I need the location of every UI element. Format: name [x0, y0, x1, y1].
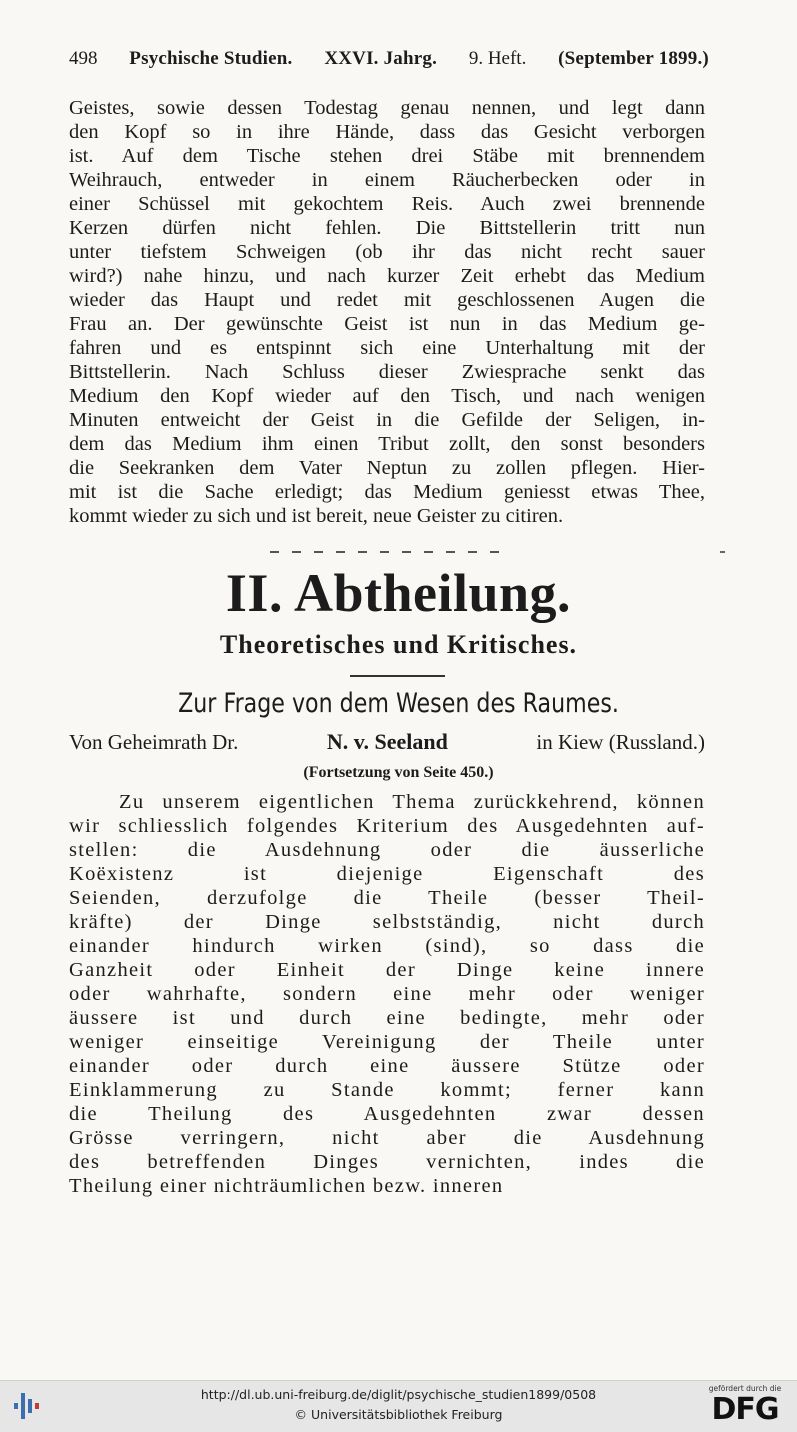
title-rule: [350, 675, 445, 677]
issue-date: (September 1899.): [558, 48, 709, 69]
text-line: mit ist die Sache erledigt; das Medium geniesst etwas Thee,: [69, 481, 705, 503]
text-line: Weihrauch, entweder in einem Räucherbecken oder in: [69, 169, 705, 191]
text-line: wieder das Haupt und redet mit geschlossenen Augen die: [69, 289, 705, 311]
byline-prefix: Von Geheimrath Dr.: [69, 730, 239, 754]
text-line: Zu unserem eigentlichen Thema zurückkehrend, können: [119, 791, 705, 813]
text-line: Einklammerung zu Stande kommt; ferner kann: [69, 1079, 705, 1101]
text-line: die Theilung des Ausgedehnten zwar dessen: [69, 1103, 705, 1125]
author-name: N. v. Seeland: [326, 729, 448, 754]
text-line: wird?) nahe hinzu, und nach kurzer Zeit erhebt das Medium: [69, 265, 705, 287]
text-line: Medium den Kopf wieder auf den Tisch, und nach wenigen: [69, 385, 705, 407]
text-line: dem das Medium ihm einen Tribut zollt, den sonst besonders: [69, 433, 705, 455]
issue: 9. Heft.: [468, 48, 527, 69]
text-line: unter tiefstem Schweigen (ob ihr das nicht recht sauer: [69, 241, 705, 263]
text-line: ist. Auf dem Tische stehen drei Stäbe mit brennendem: [69, 145, 705, 167]
article-title: Zur Frage von dem Wesen des Raumes.: [178, 688, 619, 719]
text-line: stellen: die Ausdehnung oder die äusserliche: [69, 839, 705, 861]
text-line: Koëxistenz ist diejenige Eigenschaft des: [69, 863, 705, 885]
dfg-wordmark: DFG: [711, 1392, 779, 1427]
copyright-notice: © Universitätsbibliothek Freiburg: [294, 1407, 503, 1422]
continuation-note: (Fortsetzung von Seite 450.): [303, 764, 494, 781]
text-line: Theilung einer nichträumlichen bezw. inneren: [69, 1175, 504, 1197]
paragraph-previous-article: [69, 96, 705, 528]
section-divider: [270, 551, 500, 553]
text-line: oder wahrhafte, sondern eine mehr oder weniger: [69, 983, 705, 1005]
text-line: kräfte) der Dinge selbstständig, nicht durch: [69, 911, 705, 933]
paragraph-article-body: [69, 790, 705, 1198]
byline: [69, 729, 705, 755]
dfg-logo[interactable]: [700, 1384, 790, 1429]
text-line: wir schliesslich folgendes Kriterium des Ausgedehnten auf-: [69, 815, 705, 837]
text-line: Minuten entweicht der Geist in die Gefilde der Seligen, in-: [69, 409, 705, 431]
running-head: [69, 48, 709, 70]
text-line: Ganzheit oder Einheit der Dinge keine innere: [69, 959, 705, 981]
permalink-url[interactable]: http://dl.ub.uni-freiburg.de/diglit/psychische_studien1899/0508: [200, 1387, 597, 1402]
divider-mark: [720, 551, 725, 553]
text-line: Grösse verringern, nicht aber die Ausdehnung: [69, 1127, 705, 1149]
text-line: die Seekranken dem Vater Neptun zu zollen pflegen. Hier-: [69, 457, 705, 479]
text-line: den Kopf so in ihre Hände, dass das Gesicht verborgen: [69, 121, 705, 143]
text-line: fahren und es entspinnt sich eine Unterhaltung mit der: [69, 337, 705, 359]
text-line: kommt wieder zu sich und ist bereit, neue Geister zu citiren.: [69, 505, 564, 527]
text-line: Bittstellerin. Nach Schluss dieser Zwiesprache senkt das: [69, 361, 705, 383]
text-line: einer Schüssel mit gekochtem Reis. Auch zwei brennende: [69, 193, 705, 215]
journal-title: Psychische Studien.: [129, 48, 293, 69]
text-line: Seienden, derzufolge die Theile (besser Theil-: [69, 887, 705, 909]
section-subheading: Theoretisches und Kritisches.: [219, 630, 578, 659]
text-line: äussere ist und durch eine bedingte, mehr oder: [69, 1007, 705, 1029]
dfg-caption: gefördert durch die: [708, 1384, 782, 1393]
text-line: Kerzen dürfen nicht fehlen. Die Bittstellerin tritt nun: [69, 217, 705, 239]
text-line: des betreffenden Dinges vernichten, indes die: [69, 1151, 705, 1173]
volume: XXVI. Jahrg.: [324, 48, 438, 69]
text-line: Geistes, sowie dessen Todestag genau nennen, und legt dann: [69, 97, 705, 119]
page-number: 498: [69, 48, 98, 69]
byline-suffix: in Kiew (Russland.): [536, 730, 705, 754]
text-line: Frau an. Der gewünschte Geist ist nun in das Medium ge-: [69, 313, 705, 335]
viewer-footer: [0, 1380, 797, 1432]
text-line: einander hindurch wirken (sind), so dass die: [69, 935, 705, 957]
section-heading: II. Abtheilung.: [225, 563, 572, 623]
text-line: weniger einseitige Vereinigung der Theile unter: [69, 1031, 705, 1053]
text-line: einander oder durch eine äussere Stütze oder: [69, 1055, 705, 1077]
